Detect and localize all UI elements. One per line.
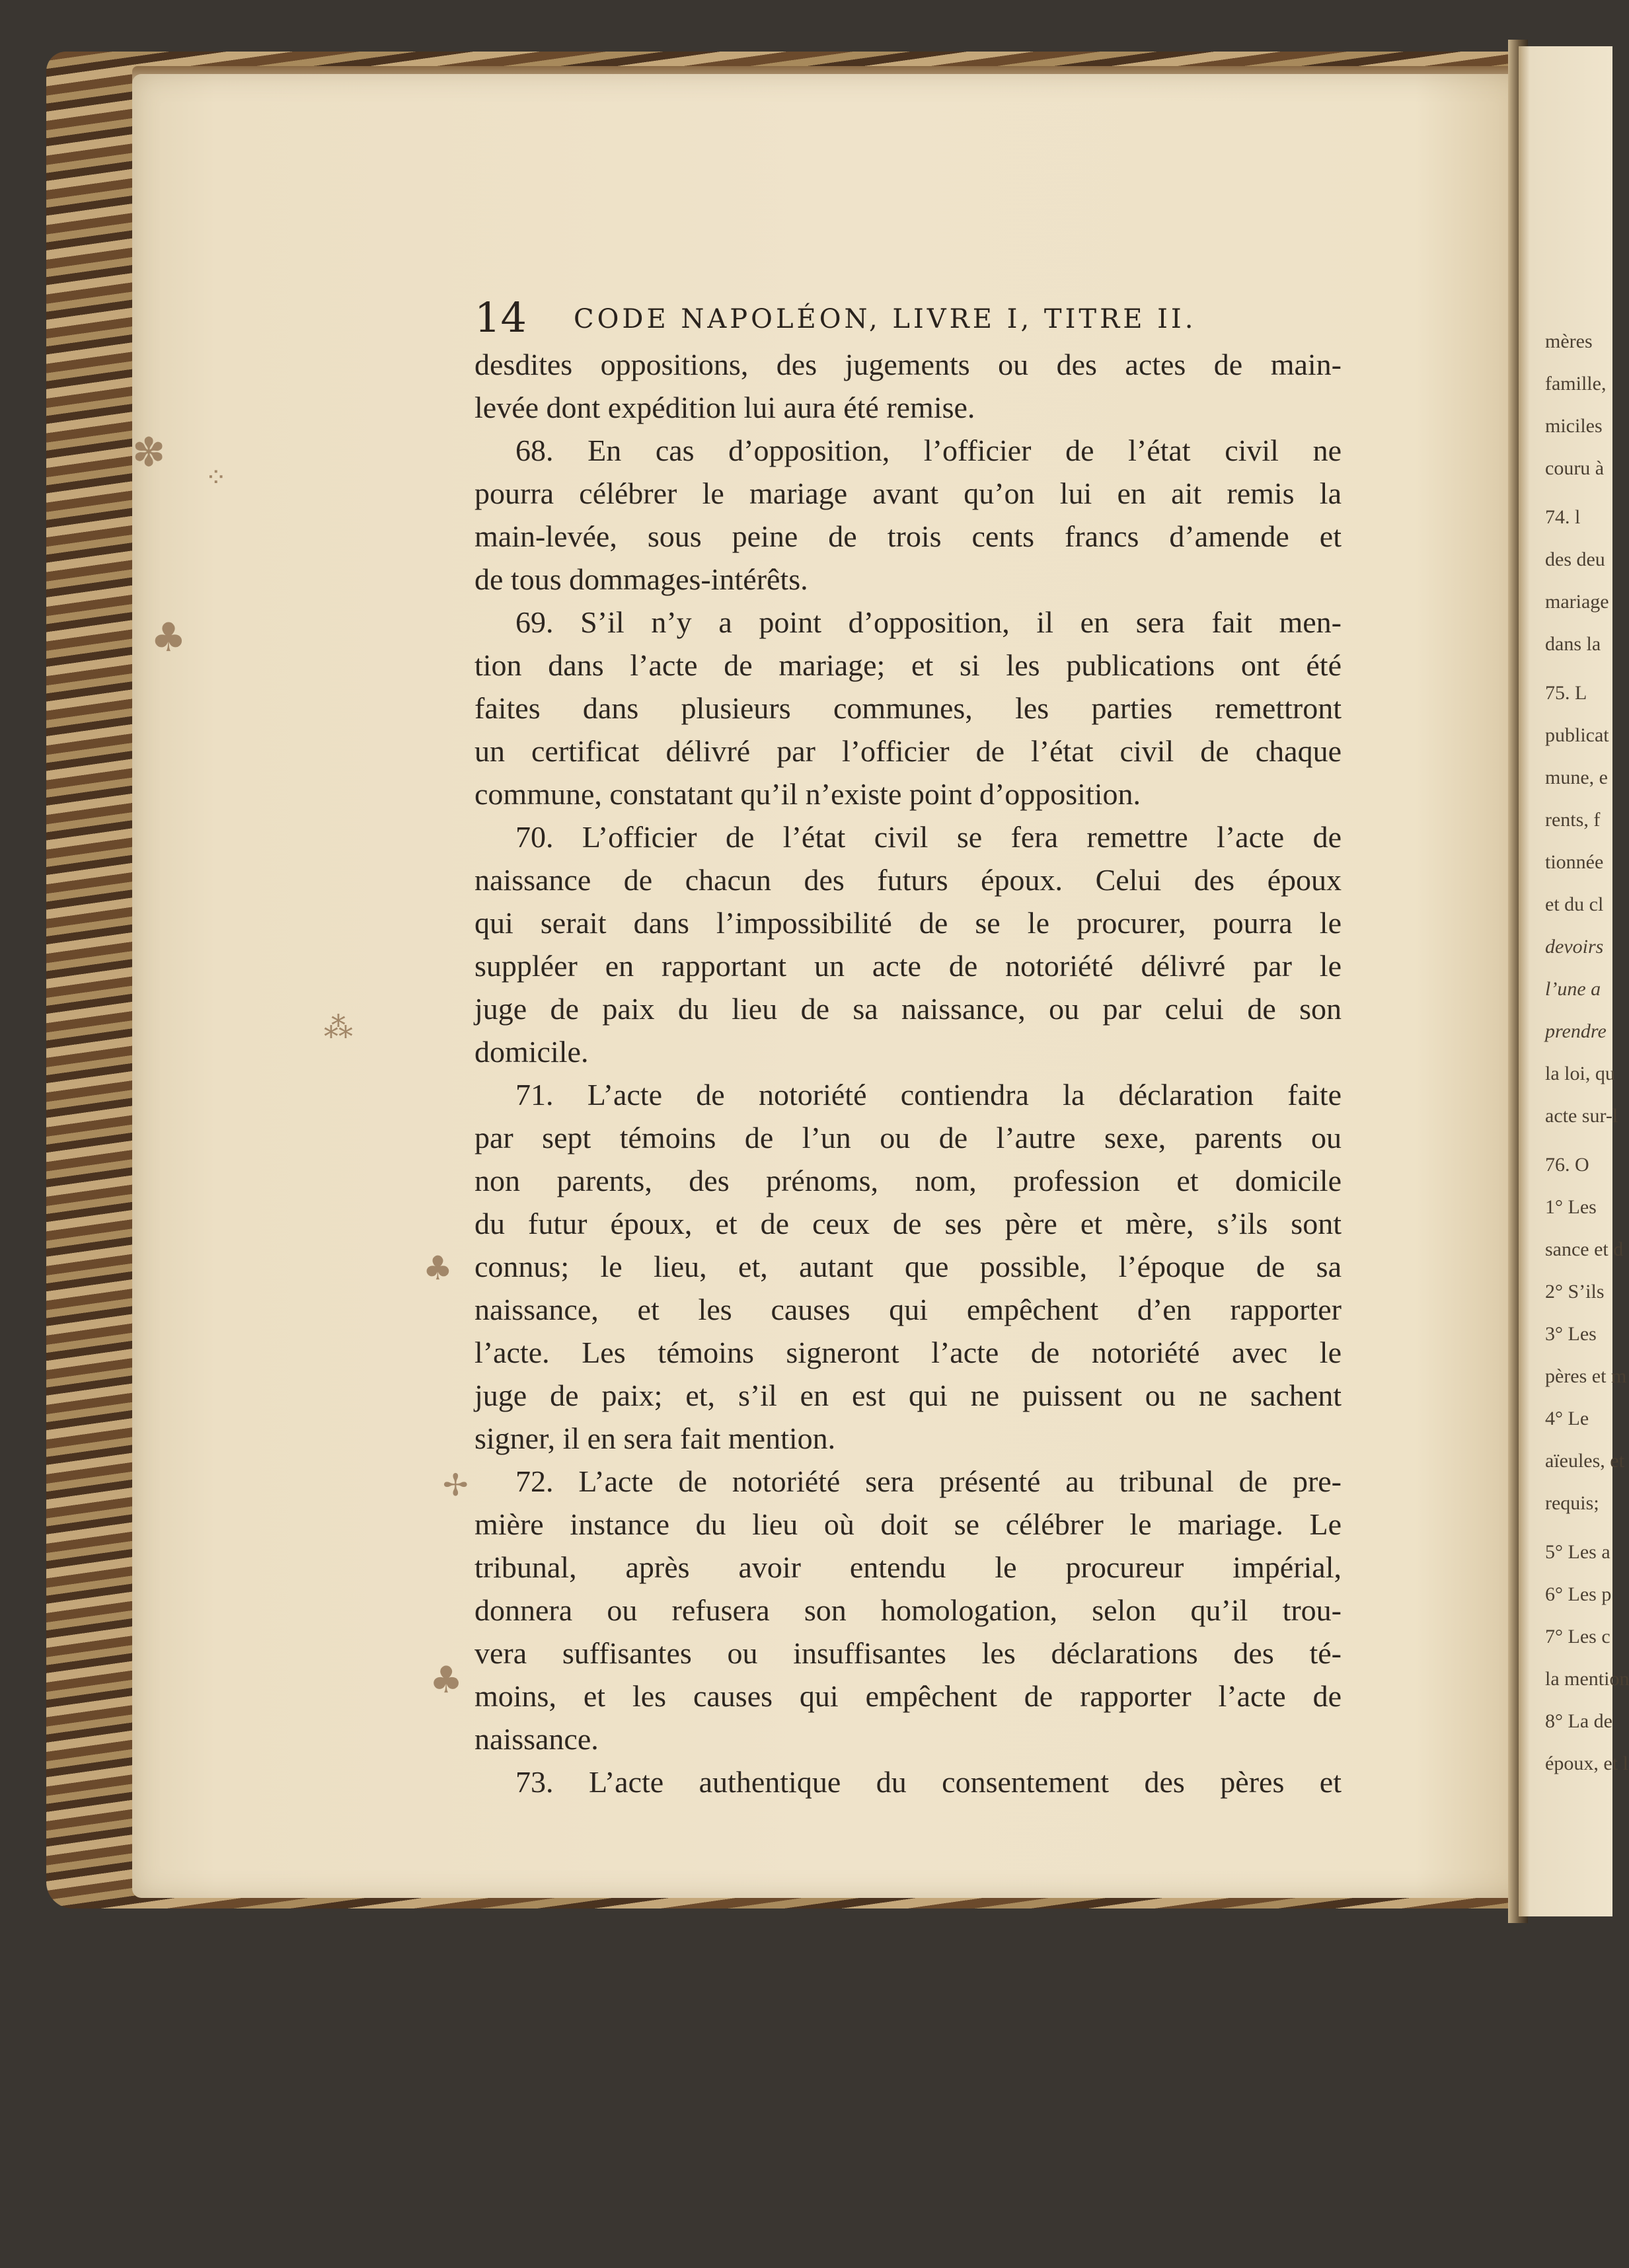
text-line: donnera ou refusera son homologation, selon qu’il trou- [474, 1593, 1342, 1627]
facing-line: 7° Les c [1545, 1626, 1610, 1647]
facing-line: 8° La de [1545, 1710, 1612, 1732]
facing-line: 76. O [1545, 1154, 1589, 1176]
running-head: CODE NAPOLÉON, LIVRE I, TITRE II. [574, 304, 1197, 334]
facing-line: époux, et l [1545, 1753, 1628, 1774]
text-line: du futur époux, et de ceux de ses père et mère, s’ils sont [474, 1207, 1342, 1240]
facing-line: sance et d [1545, 1238, 1624, 1260]
text-line: commune, constatant qu’il n’existe point d’opposition. [474, 777, 1141, 811]
text-line: naissance. [474, 1722, 599, 1756]
facing-line: devoirs [1545, 936, 1604, 958]
facing-line: 6° Les p [1545, 1583, 1612, 1605]
text-line: un certificat délivré par l’officier de l’état civil de chaque [474, 734, 1342, 768]
text-line: signer, il en sera fait mention. [474, 1421, 836, 1455]
foxing-stain: ⁘ [205, 463, 227, 493]
text-line: levée dont expédition lui aura été remise. [474, 391, 975, 424]
foxing-stain: ♣ [151, 615, 186, 661]
facing-line: mères [1545, 330, 1593, 352]
page-header [474, 293, 1342, 349]
text-line: juge de paix; et, s’il en est qui ne puissent ou ne sachent [474, 1379, 1342, 1412]
facing-line: la loi, qu [1545, 1063, 1615, 1084]
text-line: 73. L’acte authentique du consentement des pères et [515, 1765, 1342, 1799]
page-number: 14 [474, 293, 527, 342]
text-line: tribunal, après avoir entendu le procureur impérial, [474, 1550, 1342, 1584]
facing-line: 3° Les [1545, 1323, 1597, 1345]
text-line: 71. L’acte de notoriété contiendra la déclaration faite [515, 1078, 1342, 1112]
facing-line: 4° Le [1545, 1408, 1589, 1429]
foxing-stain: ♣ [430, 1659, 463, 1702]
facing-line: 5° Les a [1545, 1541, 1610, 1563]
facing-line: mune, e [1545, 767, 1608, 788]
text-line: main-levée, sous peine de trois cents francs d’amende et [474, 519, 1342, 553]
facing-line: la mention [1545, 1668, 1629, 1690]
facing-line: requis; [1545, 1492, 1599, 1514]
text-line: de tous dommages-intérêts. [474, 562, 808, 596]
facing-line: 2° S’ils [1545, 1281, 1605, 1303]
facing-line: 74. l [1545, 506, 1581, 528]
facing-line: 1° Les [1545, 1196, 1597, 1218]
facing-line: l’une a [1545, 978, 1601, 1000]
text-line: desdites oppositions, des jugements ou des actes de main- [474, 348, 1342, 381]
text-line: vera suffisantes ou insuffisantes les déclarations des té- [474, 1636, 1342, 1670]
text-line: domicile. [474, 1035, 589, 1069]
text-line: moins, et les causes qui empêchent de rapporter l’acte de [474, 1679, 1342, 1713]
facing-line: pères et m [1545, 1365, 1627, 1387]
facing-line: acte sur-l [1545, 1105, 1618, 1127]
facing-line: des deu [1545, 548, 1605, 570]
foxing-stain: ✢ [443, 1467, 469, 1503]
facing-line: 75. L [1545, 682, 1587, 704]
text-line: faites dans plusieurs communes, les parties remettront [474, 691, 1342, 725]
text-line: tion dans l’acte de mariage; et si les publications ont été [474, 648, 1342, 682]
text-line: 70. L’officier de l’état civil se fera remettre l’acte de [515, 820, 1342, 854]
text-line: 68. En cas d’opposition, l’officier de l’état civil ne [515, 434, 1342, 467]
facing-line: couru à [1545, 457, 1605, 479]
text-line: connus; le lieu, et, autant que possible, l’époque de sa [474, 1250, 1342, 1283]
text-line: 69. S’il n’y a point d’opposition, il en sera fait men- [515, 605, 1342, 639]
text-line: l’acte. Les témoins signeront l’acte de notoriété avec le [474, 1336, 1342, 1369]
text-line: juge de paix du lieu de sa naissance, ou par celui de son [474, 992, 1342, 1026]
text-line: naissance de chacun des futurs époux. Celui des époux [474, 863, 1342, 897]
facing-line: famille, [1545, 373, 1607, 395]
text-line: non parents, des prénoms, nom, profession et domicile [474, 1164, 1342, 1197]
facing-line: miciles [1545, 415, 1603, 437]
facing-page [1519, 46, 1629, 1916]
facing-line: publicat [1545, 724, 1609, 746]
facing-line: prendre [1545, 1020, 1607, 1042]
foxing-stain: ⁂ [324, 1011, 353, 1045]
facing-line: mariage [1545, 591, 1609, 613]
facing-line: et du cl [1545, 893, 1604, 915]
facing-line: dans la [1545, 633, 1601, 655]
text-line: par sept témoins de l’un ou de l’autre sexe, parents ou [474, 1121, 1342, 1154]
text-line: qui serait dans l’impossibilité de se le procurer, pourra le [474, 906, 1342, 940]
facing-line: rents, f [1545, 809, 1601, 831]
foxing-stain: ♣ [423, 1249, 453, 1287]
text-line: 72. L’acte de notoriété sera présenté au tribunal de pre- [515, 1464, 1342, 1498]
facing-line: tionnée [1545, 851, 1604, 873]
text-line: naissance, et les causes qui empêchent d’en rapporter [474, 1293, 1342, 1326]
text-line: pourra célébrer le mariage avant qu’on lui en ait remis la [474, 476, 1342, 510]
foxing-stain: ✽ [132, 430, 166, 476]
text-line: suppléer en rapportant un acte de notoriété délivré par le [474, 949, 1342, 983]
text-line: mière instance du lieu où doit se célébrer le mariage. Le [474, 1507, 1342, 1541]
facing-line: aïeules, et [1545, 1450, 1624, 1472]
